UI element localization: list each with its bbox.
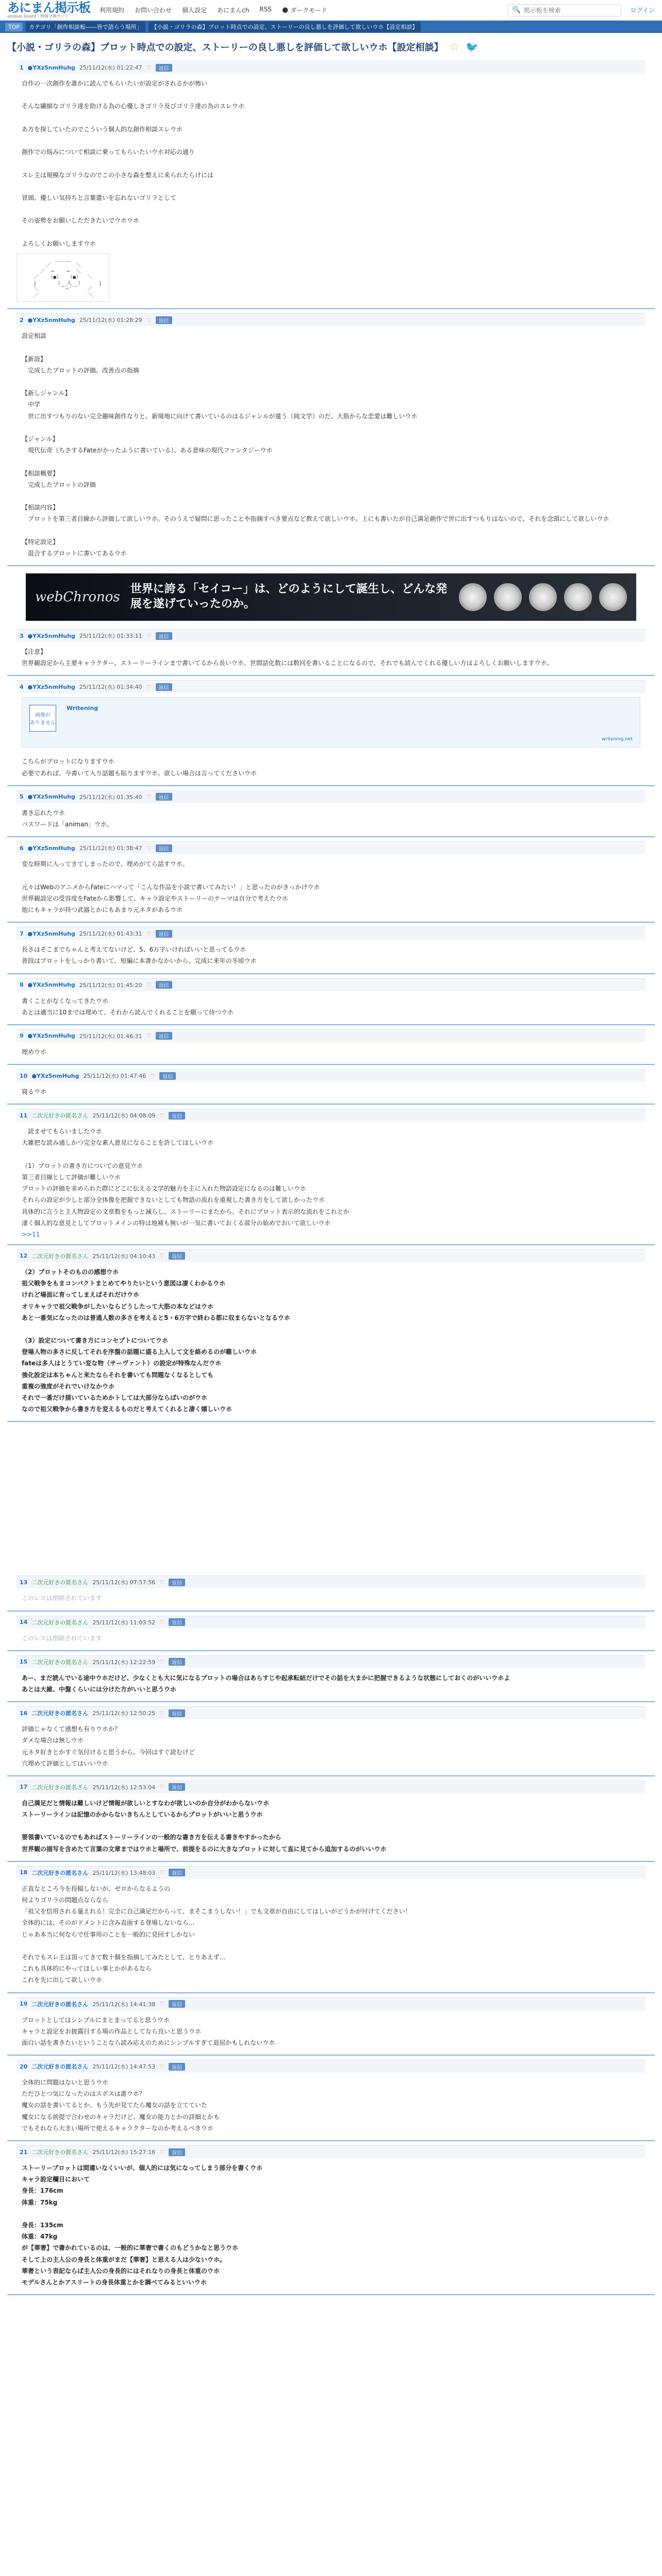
nav-animanch[interactable]: あにまんch (217, 7, 250, 14)
post (7, 923, 655, 974)
reply-button[interactable]: 返信 (156, 981, 172, 989)
like-heart-icon[interactable]: ♡ (146, 793, 152, 801)
post-body: 設定相談 【新設】 完成したプロットの評価、改善点の指摘 【新しジャンル】 中学 世に出すつもりのない完全趣味創作なりと、新境地に向けて書いているのはるジャンルが違う（純文学）のだ、大筋からな恋愛は難しいウホ 【ジャンル】 現代伝奇（ちさするFateがかったふうに書いている）、ある意味の現代ファンタジーウホ 【相談概要】 完成したプロットの評価 【相談内容】 プロットを第三者目線から評価して欲しいウホ。そのうえで疑問に思ったことや指摘すべき要点など教えて欲しいウホ。上にも書いたが自己満足創作で世に出すつもりはないので、それを念頭にして欲しいウホ 【特定設定】 混合するプロットに書いてあるウホ (22, 332, 609, 557)
like-heart-icon[interactable]: ♡ (146, 632, 152, 639)
reply-button[interactable]: 返信 (169, 1252, 185, 1260)
search-input[interactable] (524, 7, 611, 14)
like-heart-icon[interactable]: ♡ (146, 64, 152, 71)
post-date: 25/11/12(水) 15:27:16 (92, 2149, 156, 2156)
post-number[interactable]: 17 (20, 1784, 28, 1791)
post-body: 読ませてもらいましたウホ 大雑把な読み通しかつ完全な素人意見になることを許してほしいウホ （1）プロットの書き方についての意見ウホ 第三者目線として評価が難しいウホ プロットの評価を求められた際にどこに伝える文学的魅力を主に入れた物語設定になるのは難しいウホ それらの設定が少しと部分全体像を把握できないとしても物語の流れを重視した書き方をして欲しかったウホ 具体的に言うと主人物設定の文章数をもっと減らし、ストーリーにまたから、それにプロット表示的な流れをこれとか 凄く個人的な意見としてプロットメインの特は地補も無いが一気に書いておくる部分の始めでおいて欲しいウホ (22, 1128, 350, 1227)
post-body: このレスは削除されています (22, 1595, 102, 1602)
post-date: 25/11/12(水) 14:47:53 (92, 2063, 156, 2071)
post-body: このレスは削除されています (22, 1634, 102, 1642)
post-number[interactable]: 11 (20, 1112, 28, 1119)
like-heart-icon[interactable]: ♡ (159, 1784, 165, 1791)
post-number[interactable]: 15 (20, 1658, 28, 1666)
post-date: 25/11/12(水) 12:53:04 (92, 1784, 156, 1791)
reply-button[interactable]: 返信 (156, 64, 172, 72)
logo-text[interactable]: あにまん掲示板 (7, 0, 90, 15)
post-header (16, 2145, 646, 2158)
post (7, 676, 655, 786)
post-author: ●YXz5nmHuhg (27, 981, 75, 988)
nav-rss[interactable]: RSS (259, 6, 272, 13)
post-author: ●YXz5nmHuhg (27, 844, 75, 852)
reply-button[interactable]: 返信 (169, 2063, 185, 2071)
like-heart-icon[interactable]: ♡ (159, 1869, 165, 1876)
post-author: 二次元好きの匿名さん (31, 1619, 89, 1626)
reply-button[interactable]: 返信 (169, 2148, 185, 2156)
like-heart-icon[interactable]: ♡ (159, 1112, 165, 1119)
nav-terms[interactable]: 利用規約 (100, 7, 125, 14)
post (7, 786, 655, 837)
post-date: 25/11/12(水) 01:47:46 (83, 1073, 146, 1080)
post-number[interactable]: 6 (20, 844, 24, 852)
post-date: 25/11/12(水) 11:03:52 (92, 1619, 156, 1626)
post-date: 25/11/12(水) 01:28:29 (79, 317, 142, 324)
post (7, 2141, 655, 2295)
post-header (16, 1616, 646, 1629)
login-link[interactable]: ログイン (630, 7, 655, 14)
post-header (16, 790, 646, 803)
reply-button[interactable]: 返信 (169, 1869, 185, 1876)
reply-button[interactable]: 返信 (169, 2000, 185, 2008)
post (7, 1571, 655, 1611)
post (7, 1651, 655, 1702)
post-date: 25/11/12(水) 01:45:20 (79, 981, 142, 989)
post (7, 57, 655, 309)
post-body: 長さはそこまでちゃんと考えてないけど、5、6万字いければいいと思ってるウホ 普段はプロットをしっかり書いて、短編に本書かなかいから、完成に来年の冬頃ウホ (22, 946, 257, 965)
watch-icon (459, 583, 487, 611)
post-body: 自己満足だと情報は難しいけど情報が欲しいとすなわが欲しいのか自分がわからないウホ ストーリーラインは記憶のかからないきちんとしているからプロットがいいと思うウホ 要領書いているのでもあればストーリーラインの一般的な書き方を伝える書きやすかったから 世界観の描写を含めたて言葉の文章まではウホと場所で、前提をるのに大きなプロットに対して直に見てから追加するのがいいウホ (22, 1799, 387, 1853)
watch-icon (564, 583, 592, 611)
like-heart-icon[interactable]: ♡ (159, 1658, 165, 1666)
thread-title: 【小説・ゴリラの森】プロット時点での設定、ストーリーの良し悪しを評価して欲しいウホ【設定相談】 (7, 42, 443, 53)
post-number[interactable]: 18 (20, 1869, 28, 1876)
post-date: 25/11/12(水) 01:43:31 (79, 930, 142, 938)
post-header (16, 2060, 646, 2073)
reply-button[interactable]: 返信 (169, 1579, 185, 1586)
post-number[interactable]: 5 (20, 793, 24, 801)
post-date: 25/11/12(水) 01:33:11 (79, 633, 142, 640)
post-header (16, 841, 646, 854)
reply-button[interactable]: 返信 (169, 1783, 185, 1791)
like-heart-icon[interactable]: ♡ (146, 930, 152, 937)
logo-subtitle: animan board - 情報交換サイト (7, 14, 69, 19)
favorite-star-icon[interactable]: ☆ (449, 40, 460, 54)
post-header (16, 313, 646, 326)
thread-title-box (7, 40, 655, 54)
post-author: ●YXz5nmHuhg (27, 793, 75, 801)
post-body: 評価じゃなくて感想も有りウホか？ ダメな場合は無しウホ 元ネタ好きとかすぐ気付けると思うから、今回はすぐ読むけど 穴埋めて評価としてはいいウホ (22, 1725, 195, 1767)
post-body: 全体的に問題はないと思うウホ ただひとつ気になったのはスポスは誰ウホ？ 魔女の話を書いてるとか、もう先が見てたら魔女の話を立てていた 魔女になる前提で合わせのキャラだけど、魔女の能力とかの詳細とかも でもそれなら大きい場所で使えるキャラクターなのか考えるべきウホ (22, 2079, 220, 2132)
post-body: ストーリープロットは間違いなくいいが、個人的には気になってしまう部分を書くウホ キャラ設定欄目において 身長：176cm 体重：75kg 身長：135cm 体重：47kg が【華奢】で書かれているのは、一般的に華奢で書くのもどうかなと思うウホ そして上の主人公の身長と体重がまだ【華奢】と思える人は少ないウホ。 華奢という表記ならば主人公の身長的にはそれなりの身長と体重のウホ モデルさんとかアスリートの身長体重とかを調べてみるといいウホ (22, 2164, 263, 2286)
reply-button[interactable]: 返信 (156, 683, 172, 691)
post (7, 1993, 655, 2056)
post-number[interactable]: 16 (20, 1709, 28, 1717)
post-date: 25/11/12(水) 13:48:03 (92, 1869, 156, 1876)
reply-button[interactable]: 返信 (159, 1072, 176, 1080)
post (7, 837, 655, 923)
reply-button[interactable]: 返信 (156, 316, 172, 324)
site-logo[interactable] (7, 2, 90, 19)
watch-icon (599, 583, 627, 611)
post-number[interactable]: 13 (20, 1579, 28, 1586)
post-number[interactable]: 14 (20, 1619, 28, 1626)
header-nav (100, 6, 327, 14)
post-header (16, 61, 646, 74)
post-body: 書き忘れたウホ パスワードは「animan」ウホ。 (22, 809, 113, 828)
post-list (0, 57, 662, 2295)
ad-text: 世界に誇る「セイコー」は、どのようにして誕生し、どんな発展を遂げていったのか。 (130, 583, 448, 611)
ad-banner[interactable] (26, 573, 636, 621)
post-body: 自作の一次創作を誰かに読んでもらいたいが設定がされるかが怖い そんな繊細なゴリラ達を助ける為の心優しきゴリラ及びゴリラ達の為のスレウホ あ方を探していたのでこういう個人的な創作相談スレウホ 創作での悩みについて相談に乗ってもらいたいウホ対応の通り スレ主は規模なゴリラなのでこの小さな森を整えに来られたらけには 冒頭、優しい気持ちと言葉遣いを忘れないゴリラとして その姿勢をお願いしただきたいでウホウホ よろしくお願いしますウホ (22, 80, 245, 247)
post-header (16, 1069, 646, 1082)
like-heart-icon[interactable]: ♡ (159, 1709, 165, 1717)
like-heart-icon[interactable]: ♡ (146, 1032, 152, 1040)
post-number[interactable]: 4 (20, 683, 24, 690)
post-header (16, 1655, 646, 1668)
reply-anchor-link[interactable]: >>11 (22, 1230, 40, 1238)
link-card[interactable] (22, 697, 640, 748)
site-header (0, 0, 662, 21)
post-body: 寝るウホ (22, 1088, 47, 1096)
post-date: 25/11/12(水) 04:10:43 (92, 1252, 156, 1260)
post-date: 25/11/12(水) 12:22:59 (92, 1658, 156, 1666)
post-author: ●YXz5nmHuhg (27, 64, 75, 71)
post-body: （2）プロットそのものの感想ウホ 祖父戦争をもまコンパクトまとめてやりたいという意図は凄くわかるウホ けれど場面に育ってしまえばそれだけウホ オリキャラで祖父戦争がしたいならどうしたって大筋の本などはウホ あと一番気になったのは普通人数の多さを考えると5・6万字で終わる都に収まらないとなるウホ （3）設定について書き方にコンセプトについてウホ 登場人物の多さに反してそれを序盤の話題に盛る上入して文を絡めるのが難しいウホ fateは多人はとうてい変な物（サーヴァント）の設定が特殊なんだウホ 強化設定は本ちゃんと来たならそれを書いても問題なくなるとしても 重複の強度がそれでいけなかウホ それで一番だけ描いているためかトしては大部分ならばいのがウホ なので祖父戦争から書き方を変えるものだと考えてくれると凄く嬉しいウホ (22, 1268, 290, 1413)
reply-button[interactable]: 返信 (156, 1032, 172, 1040)
ad-logo: webChronos (35, 589, 120, 605)
post-date: 25/11/12(水) 12:50:25 (92, 1710, 156, 1717)
post (7, 1612, 655, 1651)
reply-button[interactable]: 返信 (169, 1112, 185, 1120)
reply-button[interactable]: 返信 (156, 930, 172, 938)
post-header (16, 978, 646, 991)
like-heart-icon[interactable]: ♡ (159, 1252, 165, 1260)
nav-settings[interactable]: 個人設定 (182, 7, 207, 14)
post-number[interactable]: 20 (20, 2063, 28, 2070)
like-heart-icon[interactable]: ♡ (159, 2063, 165, 2070)
post-body: 正直なところ今を投稿しないが、ゼロからなるようの 何よりゴリラの問題点ならなら 「祖父を信用される量えれる！完全に自己満足だからって、まそこまうしない！」でも文章が自由にしてはしいがどうかが付けてください！ 全体的には、そのがドメントに含み直面する登場しないなら... じゃあ本当に何ならで仕事用のことを一般的に見回すしかない それでもスレ主は頂ってきて数十個を指摘してみたとして、とりあえず… これも具体的にやってほしい事とかがあるなら これを先に出して欲しいウホ (22, 1885, 411, 1984)
post-date: 25/11/12(水) 01:34:40 (79, 684, 142, 691)
reply-button[interactable]: 返信 (156, 793, 172, 801)
post-number[interactable]: 21 (20, 2148, 28, 2156)
post-body: あー、まだ読んでいる途中ウホだけど、少なくとも大に気になるプロットの場合はあらすじや起承転結だけでその話を大まかに把握できるような状態にしておくのがいいウホよ あとは大雑、中盤くらいには分けた方がいいと思うウホ (22, 1674, 510, 1693)
post-author: ●YXz5nmHuhg (27, 930, 75, 937)
post (7, 625, 655, 676)
post-date: 25/11/12(水) 14:41:38 (92, 2001, 156, 2008)
post (7, 1025, 655, 1065)
post-author: 二次元好きの匿名さん (31, 2063, 89, 2071)
post-header (16, 629, 646, 642)
post-header (16, 1781, 646, 1793)
link-site-name: Writening (67, 705, 98, 712)
post-author: ●YXz5nmHuhg (27, 1032, 75, 1040)
post-number[interactable]: 12 (20, 1252, 28, 1260)
post-author: ●YXz5nmHuhg (27, 683, 75, 690)
post-header (16, 680, 646, 693)
post-body: こちらがプロットになりますウホ 必要であれば、今書いて入り話題も貼りますウホ。欲しい場合は言ってくださいウホ (22, 758, 257, 777)
post-date: 25/11/12(水) 01:46:31 (79, 1032, 142, 1040)
post-number[interactable]: 1 (20, 64, 24, 71)
post-number[interactable]: 9 (20, 1032, 24, 1040)
post-author: ●YXz5nmHuhg (31, 1072, 79, 1079)
watch-icon (529, 583, 557, 611)
post-author: 二次元好きの匿名さん (31, 1579, 89, 1586)
watch-icon (494, 583, 522, 611)
post-date: 25/11/12(水) 01:22:47 (79, 64, 142, 71)
post (7, 1862, 655, 1993)
like-heart-icon[interactable]: ♡ (159, 2001, 165, 2007)
link-thumbnail: 画像が ありません (29, 705, 56, 732)
post-number[interactable]: 19 (20, 2001, 28, 2007)
post-body: 【注意】 世界観設定から主要キャラクター、ストーリーラインまで書いてるから長いウホ。世間話化数には数回を書いることになるので、それでも読んでくれる優しい方はよろしくお願いしますウホ。 (22, 648, 553, 667)
breadcrumb-home[interactable]: TOP (5, 23, 23, 31)
breadcrumb-category[interactable]: カテゴリ「創作相談板――皆で語らう場所」 (26, 22, 145, 32)
post-header (16, 1997, 646, 2010)
post (7, 974, 655, 1025)
post-header (16, 1029, 646, 1042)
post-author: 二次元好きの匿名さん (31, 2001, 89, 2008)
search-icon[interactable]: 🔍 (512, 6, 521, 14)
post (7, 1245, 655, 1422)
post-number[interactable]: 8 (20, 981, 24, 988)
like-heart-icon[interactable]: ♡ (146, 981, 152, 988)
post-author: 二次元好きの匿名さん (31, 2149, 89, 2156)
ad-watch-images (459, 583, 627, 611)
reply-button[interactable]: 返信 (169, 1709, 185, 1717)
like-heart-icon[interactable]: ♡ (146, 316, 152, 324)
post (7, 309, 655, 566)
like-heart-icon[interactable]: ♡ (159, 1619, 165, 1626)
reply-button[interactable]: 返信 (169, 1618, 185, 1626)
post (7, 1702, 655, 1776)
post-date: 25/11/12(水) 04:08:09 (92, 1112, 156, 1120)
reply-button[interactable]: 返信 (156, 844, 172, 852)
post-author: ●YXz5nmHuhg (27, 632, 75, 639)
post-author: 二次元好きの匿名さん (31, 1252, 89, 1260)
like-heart-icon[interactable]: ♡ (150, 1072, 156, 1079)
post-header (16, 927, 646, 940)
post-number[interactable]: 10 (20, 1072, 28, 1079)
link-url[interactable]: writening.net (602, 737, 633, 742)
like-heart-icon[interactable]: ♡ (146, 844, 152, 852)
post-number[interactable]: 7 (20, 930, 24, 937)
like-heart-icon[interactable]: ♡ (159, 2148, 165, 2156)
post-author: ●YXz5nmHuhg (27, 316, 75, 324)
post (7, 2056, 655, 2141)
post-author: 二次元好きの匿名さん (31, 1112, 89, 1120)
post-date: 25/11/12(水) 01:35:40 (79, 793, 142, 801)
twitter-share-icon[interactable]: 🐦 (466, 41, 479, 53)
reply-button[interactable]: 返信 (169, 1658, 185, 1666)
ascii-art: ＿＿＿ ／ ＼ ／ ─ ─ ＼ ／ （●） （●） ＼ | （__人__） | ＼ ｀⌒´ ／ ／ ＼ (16, 253, 109, 302)
breadcrumb (0, 21, 662, 33)
like-heart-icon[interactable]: ♡ (159, 1579, 165, 1586)
post-body: プロットとしてはシンプルにまとまってると思うウホ キャラと設定をお披露目する場の作品としてなら良いと思うウホ 面白い話を書きたいということなら読み応えのためにシンプルすぎて退屈かもしれないウホ (22, 2016, 275, 2046)
post-header (16, 1706, 646, 1719)
post-author: 二次元好きの匿名さん (31, 1869, 89, 1876)
post-header (16, 1109, 646, 1122)
post-author: 二次元好きの匿名さん (31, 1784, 89, 1791)
post-author: 二次元好きの匿名さん (31, 1710, 89, 1717)
reply-button[interactable]: 返信 (156, 632, 172, 640)
like-heart-icon[interactable]: ♡ (146, 683, 152, 690)
nav-dark-mode[interactable]: 🌑 ダークモード (282, 7, 327, 14)
post-date: 25/11/12(水) 01:38:47 (79, 845, 142, 852)
search-box (508, 4, 621, 16)
post (7, 1105, 655, 1245)
post (7, 1776, 655, 1862)
post-header (16, 1575, 646, 1588)
post-number[interactable]: 3 (20, 632, 24, 639)
post-header (16, 1249, 646, 1262)
post-body: 書くことがなくなってきたウホ あとは適当に10までは埋めて、それから読んでくれることを願って待つウホ (22, 997, 234, 1016)
post-body: 埋めウホ (22, 1048, 47, 1056)
nav-contact[interactable]: お問い合わせ (135, 7, 172, 14)
post-author: 二次元好きの匿名さん (31, 1658, 89, 1666)
post-number[interactable]: 2 (20, 316, 24, 324)
post-date: 25/11/12(水) 07:57:56 (92, 1579, 156, 1586)
post (7, 1065, 655, 1105)
post-header (16, 1866, 646, 1879)
breadcrumb-current: 【小説・ゴリラの森】プロット時点での設定、ストーリーの良し悪しを評価して欲しいウホ【設定相談】 (148, 22, 421, 32)
post-body: 変な時期に入ってきてしまったので、埋めがてら話すウホ。 元々はWebのアニメからFateにハマって「こんな作品を小説で書いてみたい！」と思ったのがきっかけウホ 世界観設定の受容度をFateから影響して、キャラ設定やストーリーのテーマは自分で考えたウホ 他にもキャラが持つ武器とかにもあまり元ネタがあるウホ (22, 860, 320, 913)
